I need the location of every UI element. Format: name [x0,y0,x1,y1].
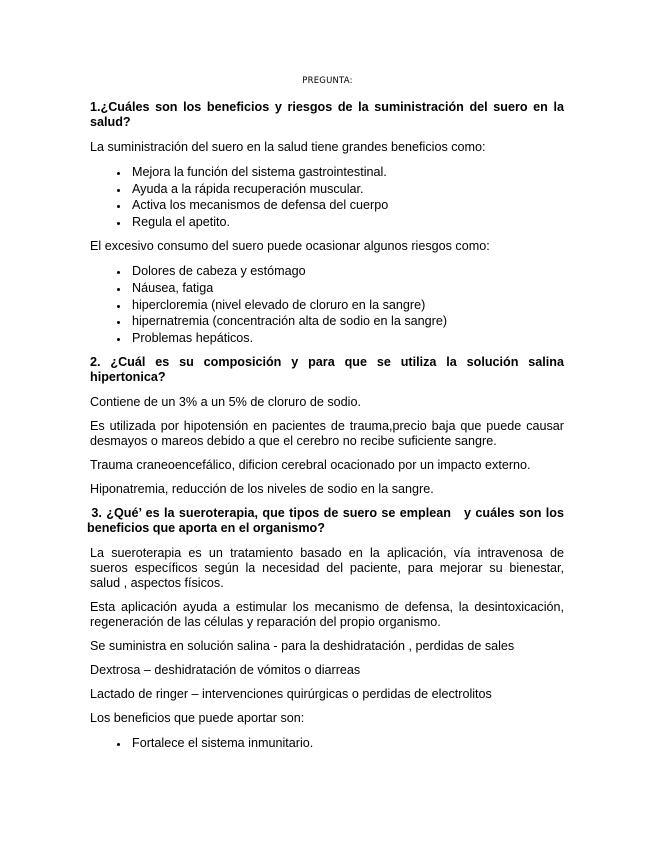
list-item: • Ayuda a la rápida recuperación muscular. [129,181,564,198]
list-item: • Regula el apetito. [129,214,564,231]
list-item: • hipernatremia (concentración alta de sodio en la sangre) [129,313,564,330]
q1-intro: La suministración del suero en la salud tiene grandes beneficios como: [90,140,486,154]
question-1-title: 1.¿Cuáles son los beneficios y riesgos de la suministración del suero en la salud? [90,100,564,129]
q1-risks-intro: El excesivo consumo del suero puede ocasionar algunos riesgos como: [90,239,490,254]
q3-paragraph: Dextrosa – deshidratación de vómitos o diarreas [90,663,361,678]
list-item: • Mejora la función del sistema gastrointestinal. [129,164,564,181]
q3-paragraph: Los beneficios que puede aportar son: [90,711,305,726]
list-item: • Fortalece el sistema inmunitario. [129,735,564,752]
q2-paragraph: Contiene de un 3% a un 5% de cloruro de sodio. [90,395,361,410]
list-item: • Activa los mecanismos de defensa del cuerpo [129,197,564,214]
q2-paragraph: Hiponatremia, reducción de los niveles de sodio en la sangre. [90,482,434,497]
list-item: • Náusea, fatiga [129,280,564,297]
q3-paragraph: La sueroterapia es un tratamiento basado en la aplicación, vía intravenosa de sueros específicos según la necesidad del paciente, para mejorar su bienestar, salud , aspectos físicos. [90,546,564,591]
list-item: • Problemas hepáticos. [129,330,564,347]
page-header: PREGUNTA: [302,76,353,86]
question-3-title: 3. ¿Qué’ es la sueroterapia, que tipos de suero se emplean y cuáles son los beneficios que aporta en el organismo? [87,506,568,536]
q3-paragraph: Se suministra en solución salina - para la deshidratación , perdidas de sales [90,639,515,654]
q3-paragraph: Esta aplicación ayuda a estimular los mecanismo de defensa, la desintoxicación, regeneración de las células y reparación del propio organismo. [90,600,564,630]
q1-benefits-list [90,164,564,230]
q1-risks-list [90,263,564,346]
question-2-title: 2. ¿Cuál es su composición y para que se utiliza la solución salina hipertonica? [90,355,564,385]
list-item: • Dolores de cabeza y estómago [129,263,564,280]
q3-paragraph: Lactado de ringer – intervenciones quirúrgicas o perdidas de electrolitos [90,687,492,702]
document-body [87,100,568,761]
q2-paragraph: Trauma craneoencefálico, dificion cerebral ocacionado por un impacto externo. [90,458,531,473]
q3-benefits-list [90,735,564,752]
q2-paragraph: Es utilizada por hipotensión en pacientes de trauma,precio baja que puede causar desmayos o mareos debido a que el cerebro no recibe suficiente sangre. [90,419,564,449]
list-item: • hipercloremia (nivel elevado de cloruro en la sangre) [129,297,564,314]
